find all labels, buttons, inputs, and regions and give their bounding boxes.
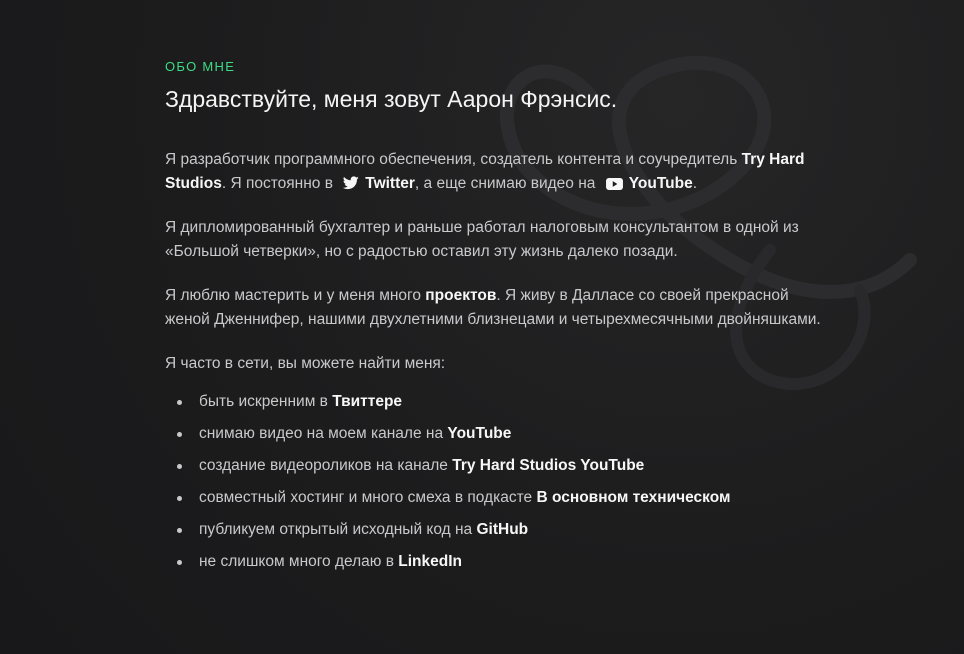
career-paragraph: Я дипломированный бухгалтер и раньше работал налоговым консультантом в одной из «Большой четверки», но с радостью оставил эту жизнь далеко позади. [165,219,799,260]
twitter-profile-link[interactable]: Твиттере [332,393,403,410]
intro-text-3: , а еще снимаю видео на [414,175,600,192]
life-paragraph [165,284,825,332]
youtube-channel-link[interactable]: YouTube [447,425,512,442]
bullet-icon [177,560,182,565]
intro-text-1: Я разработчик программного обеспечения, создатель контента и соучредитель [165,151,742,168]
list-item [165,550,825,582]
section-eyebrow: ОБО МНЕ [165,59,236,74]
life-text-1: Я люблю мастерить и у меня много [165,287,426,304]
bullet-icon [177,528,182,533]
list-item-text: создание видеороликов на канале [199,457,453,474]
linkedin-link[interactable]: LinkedIn [398,553,463,570]
about-section [165,58,825,582]
youtube-link-label: YouTube [628,175,693,192]
intro-paragraph [165,148,825,196]
studio-youtube-link[interactable]: Try Hard Studios YouTube [452,457,645,474]
online-links-list [165,390,825,582]
list-item [165,486,825,518]
list-item-text: публикуем открытый исходный код на [199,521,477,538]
list-item-text: не слишком много делаю в [199,553,399,570]
list-item [165,422,825,454]
twitter-icon [343,176,359,190]
list-item-text: быть искренним в [199,393,333,410]
bullet-icon [177,432,182,437]
list-item-text: совместный хостинг и много смеха в подкасте [199,489,537,506]
bullet-icon [177,400,182,405]
bullet-icon [177,496,182,501]
list-item [165,390,825,422]
github-link[interactable]: GitHub [476,521,529,538]
bullet-icon [177,464,182,469]
youtube-icon [606,178,623,190]
intro-text-4: . [692,175,698,192]
projects-link[interactable]: проектов [425,287,497,304]
intro-text-2: . Я постоянно в [221,175,338,192]
youtube-link[interactable] [600,175,693,192]
list-item [165,454,825,486]
list-item [165,518,825,550]
list-item-text: снимаю видео на моем канале на [199,425,448,442]
life-text-2: . Я живу в Далласе со своей прекрасной женой Дженнифер, нашими двухлетними близнецами и четырехмесячными двойняшками. [165,287,821,328]
studio-link[interactable]: Try Hard Studios [165,151,805,192]
page-title: Здравствуйте, меня зовут Аарон Фрэнсис. [165,86,618,112]
online-intro: Я часто в сети, вы можете найти меня: [165,355,446,372]
twitter-link[interactable] [337,175,415,192]
twitter-link-label: Twitter [365,175,415,192]
podcast-link[interactable]: В основном техническом [536,489,731,506]
